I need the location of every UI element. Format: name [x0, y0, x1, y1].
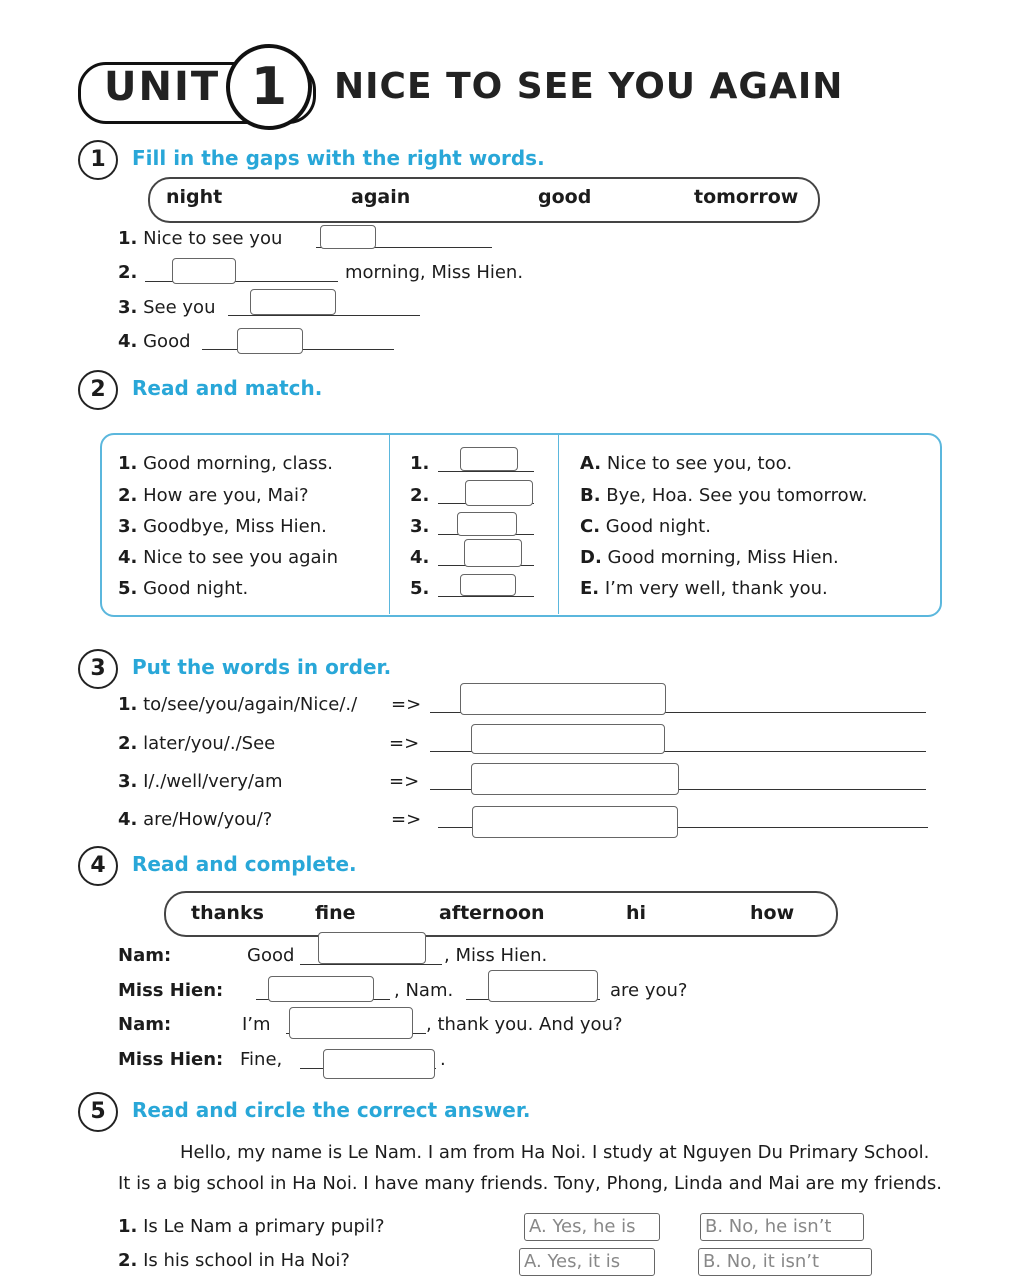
- match-left-item: 4. Nice to see you again: [118, 547, 338, 568]
- section-2-number: 2: [78, 370, 118, 410]
- match-right-item: E. I’m very well, thank you.: [580, 578, 828, 599]
- answer-option-b[interactable]: B. No, he isn’t: [700, 1213, 864, 1241]
- answer-option-a[interactable]: A. Yes, it is: [519, 1248, 655, 1276]
- answer-line: [300, 964, 442, 965]
- answer-blank[interactable]: [471, 724, 665, 754]
- table-divider: [558, 434, 559, 614]
- answer-blank[interactable]: [460, 683, 666, 715]
- question: 1. Is Le Nam a primary pupil?: [118, 1216, 385, 1237]
- answer-blank[interactable]: [323, 1049, 435, 1079]
- match-answer-number: 1.: [410, 453, 430, 474]
- order-arrow: =>: [391, 694, 422, 715]
- match-answer-number: 2.: [410, 485, 430, 506]
- word-bank-word: good: [538, 186, 592, 208]
- reading-passage-line: It is a big school in Ha Noi. I have many friends. Tony, Phong, Linda and Mai are my friends.: [118, 1173, 942, 1194]
- word-bank-word: fine: [315, 902, 356, 924]
- match-right-item: D. Good morning, Miss Hien.: [580, 547, 839, 568]
- match-left-item: 1. Good morning, class.: [118, 453, 333, 474]
- answer-blank[interactable]: [488, 970, 598, 1002]
- word-bank-word: again: [351, 186, 411, 208]
- dialogue-text: I’m: [242, 1014, 271, 1035]
- word-bank-word: how: [750, 902, 795, 924]
- dialogue-speaker: Nam:: [118, 1014, 172, 1035]
- section-2-title: Read and match.: [132, 376, 323, 400]
- dialogue-text: Good: [247, 945, 295, 966]
- dialogue-text: , Nam.: [394, 980, 454, 1001]
- unit-number: 1: [226, 44, 312, 130]
- dialogue-speaker: Miss Hien:: [118, 980, 224, 1001]
- answer-option-b[interactable]: B. No, it isn’t: [698, 1248, 872, 1276]
- order-arrow: =>: [391, 809, 422, 830]
- answer-blank[interactable]: [471, 763, 679, 795]
- match-answer-number: 5.: [410, 578, 430, 599]
- section-3-number: 3: [78, 649, 118, 689]
- answer-blank[interactable]: [457, 512, 517, 536]
- section-3-title: Put the words in order.: [132, 655, 392, 679]
- exercise-1-item: 3. See you: [118, 297, 216, 318]
- exercise-1-text: morning, Miss Hien.: [345, 262, 524, 283]
- dialogue-speaker: Nam:: [118, 945, 172, 966]
- answer-line: [228, 315, 420, 316]
- answer-option-a[interactable]: A. Yes, he is: [524, 1213, 660, 1241]
- answer-line: [438, 471, 534, 472]
- answer-blank[interactable]: [320, 225, 376, 249]
- order-item: 1. to/see/you/again/Nice/./: [118, 694, 358, 715]
- order-item: 4. are/How/you/?: [118, 809, 273, 830]
- answer-blank[interactable]: [289, 1007, 413, 1039]
- section-5-title: Read and circle the correct answer.: [132, 1098, 531, 1122]
- order-arrow: =>: [389, 733, 420, 754]
- answer-blank[interactable]: [472, 806, 678, 838]
- answer-blank[interactable]: [172, 258, 236, 284]
- unit-label: UNIT: [104, 64, 221, 110]
- dialogue-text: .: [440, 1049, 446, 1070]
- dialogue-text: , thank you. And you?: [426, 1014, 623, 1035]
- word-bank-word: tomorrow: [694, 186, 799, 208]
- word-bank-word: hi: [626, 902, 647, 924]
- section-4-title: Read and complete.: [132, 852, 357, 876]
- exercise-1-item: 1. Nice to see you: [118, 228, 283, 249]
- dialogue-text: are you?: [610, 980, 688, 1001]
- table-divider: [389, 434, 390, 614]
- order-item: 3. I/./well/very/am: [118, 771, 283, 792]
- section-4-number: 4: [78, 846, 118, 886]
- question: 2. Is his school in Ha Noi?: [118, 1250, 350, 1271]
- answer-blank[interactable]: [250, 289, 336, 315]
- dialogue-text: Fine,: [240, 1049, 283, 1070]
- section-1-number: 1: [78, 140, 118, 180]
- section-5-number: 5: [78, 1092, 118, 1132]
- word-bank-word: night: [166, 186, 223, 208]
- page-title: NICE TO SEE YOU AGAIN: [334, 66, 844, 107]
- exercise-1-item: 2.: [118, 262, 138, 283]
- answer-blank[interactable]: [460, 574, 516, 596]
- answer-line: [438, 596, 534, 597]
- match-answer-number: 3.: [410, 516, 430, 537]
- word-bank-word: thanks: [191, 902, 264, 924]
- match-right-item: A. Nice to see you, too.: [580, 453, 793, 474]
- answer-blank[interactable]: [237, 328, 303, 354]
- order-item: 2. later/you/./See: [118, 733, 276, 754]
- section-1-title: Fill in the gaps with the right words.: [132, 146, 545, 170]
- dialogue-text: , Miss Hien.: [444, 945, 548, 966]
- answer-blank[interactable]: [318, 932, 426, 964]
- order-arrow: =>: [389, 771, 420, 792]
- match-answer-number: 4.: [410, 547, 430, 568]
- word-bank-word: afternoon: [439, 902, 545, 924]
- dialogue-speaker: Miss Hien:: [118, 1049, 224, 1070]
- match-left-item: 5. Good night.: [118, 578, 249, 599]
- answer-blank[interactable]: [268, 976, 374, 1002]
- match-left-item: 3. Goodbye, Miss Hien.: [118, 516, 327, 537]
- match-right-item: C. Good night.: [580, 516, 711, 537]
- match-right-item: B. Bye, Hoa. See you tomorrow.: [580, 485, 868, 506]
- answer-blank[interactable]: [460, 447, 518, 471]
- match-left-item: 2. How are you, Mai?: [118, 485, 309, 506]
- answer-blank[interactable]: [464, 539, 522, 567]
- answer-blank[interactable]: [465, 480, 533, 506]
- reading-passage-line: Hello, my name is Le Nam. I am from Ha Noi. I study at Nguyen Du Primary School.: [180, 1142, 930, 1163]
- exercise-1-item: 4. Good: [118, 331, 191, 352]
